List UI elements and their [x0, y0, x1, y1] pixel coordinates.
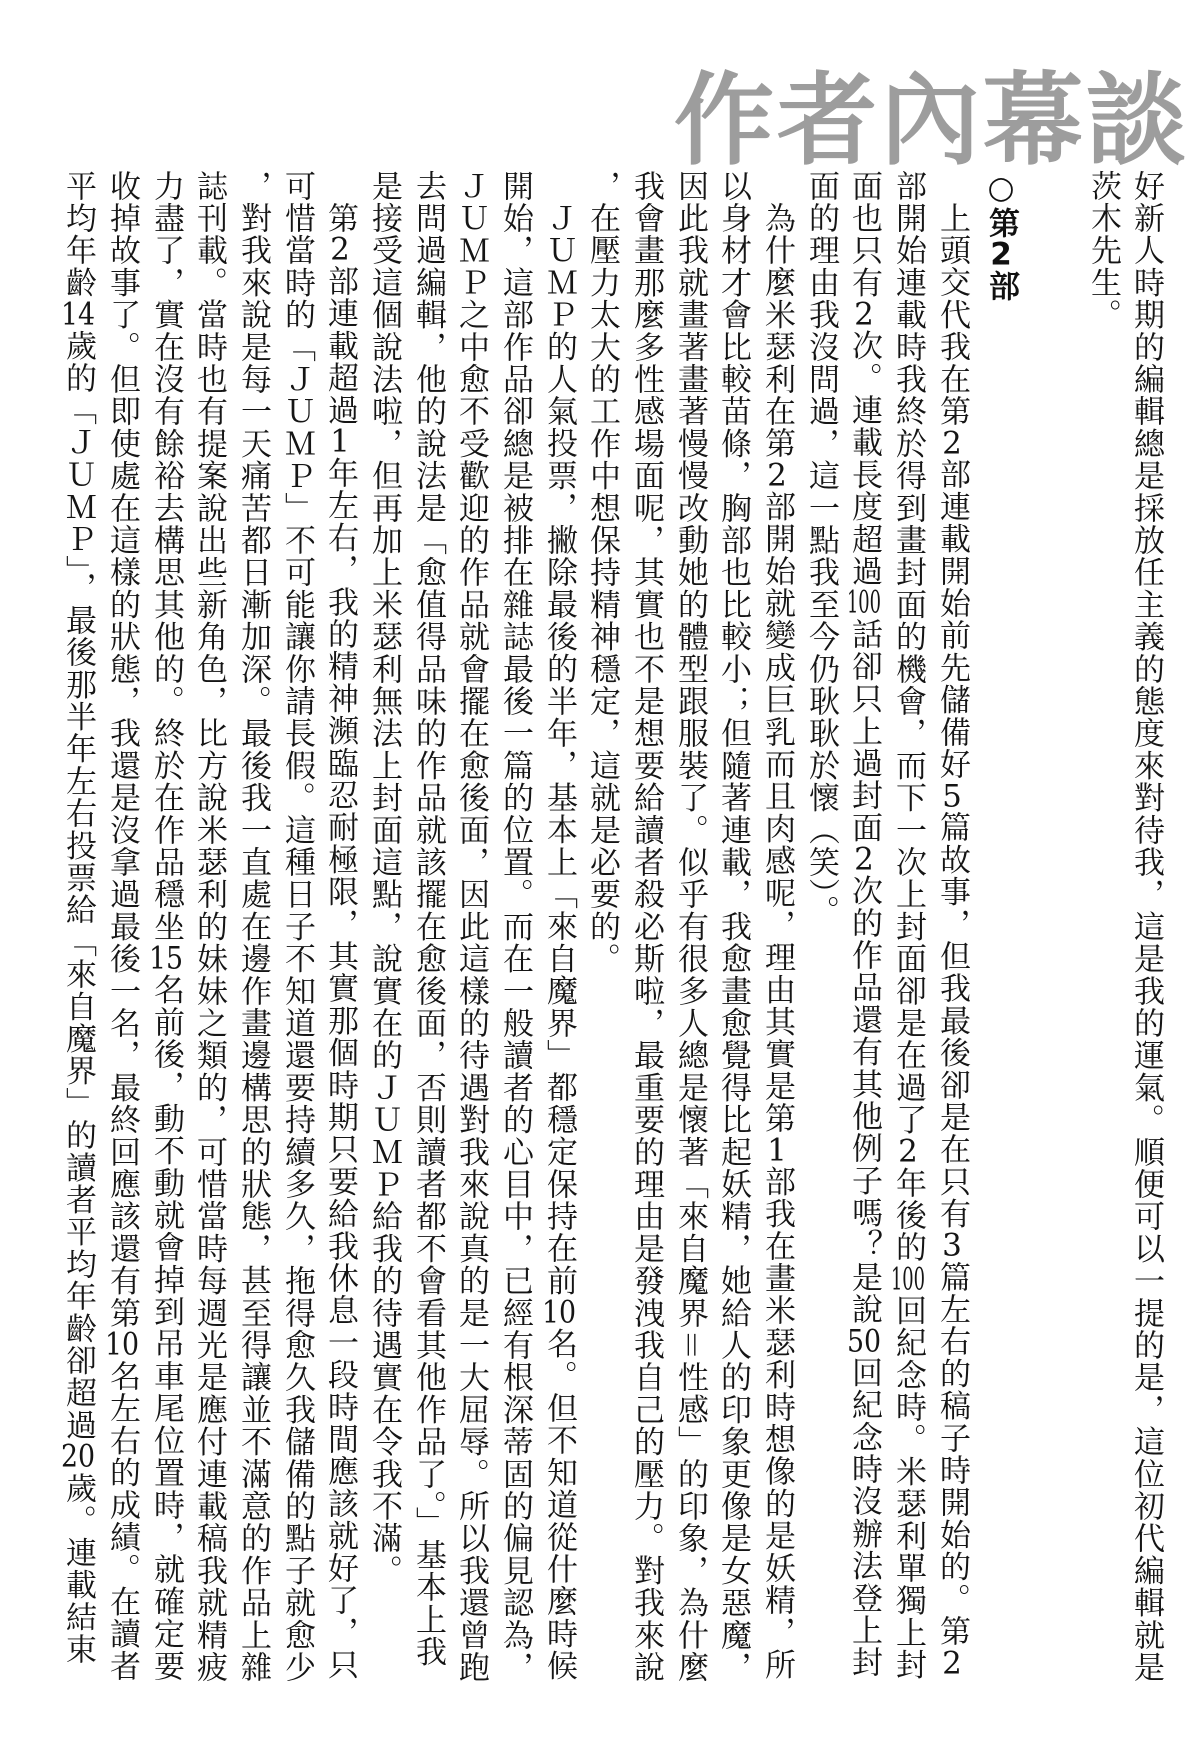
text-column: 我會畫那麼多性感場面呢，其實也不是想要給讀者殺必斯啦，最重要的理由是發洩我自己的壓力。對我來說 [628, 170, 664, 1684]
text-column: 茨木先生。 [1085, 170, 1121, 331]
text-column: 因此我就畫著畫著慢慢改動她的體型跟服裝了。似乎有很多人總是懷著「來自魔界＝性感」的印象，為什麼 [672, 170, 708, 1684]
text-column: 收掉故事了。但即使處在這樣的狀態，我還是沒拿過最後一名，最終回應該還有第10名左右的成績。在讀者 [104, 170, 140, 1683]
text-column: 以身材才會比較苗條，胸部也比較小；但隨著連載，我愈畫愈覺得比起妖精，她給人的印象更像是女惡魔， [715, 170, 751, 1684]
text-column: ＪＵＭＰ之中愈不受歡迎的作品就會擺在愈後面，因此這樣的待遇對我來說真的是一大屈辱。所以我還曾跑 [453, 170, 489, 1684]
text-column: 面也只有2次。連載長度超過100話卻只上過封面2次的作品還有其他例子嗎？是說50回紀念時沒辦法登上封 [846, 170, 882, 1679]
text-column: 部開始連載時我終於得到畫封面的機會，而下一次上封面卻是在過了2年後的100回紀念時。米瑟利單獨上封 [890, 170, 926, 1682]
text-column: 開始，這部作品卻總是被排在雜誌最後一篇的位置。而在一般讀者的心目中，已經有根深蒂固的偏見認為， [497, 170, 533, 1684]
text-column: ，對我來說是每一天痛苦都日漸加深。最後我一直處在邊作畫邊構思的狀態，甚至得讓並不滿意的作品上雜 [235, 170, 271, 1684]
text-column: 是接受這個說法啦，但再加上米瑟利無法上封面這點，說實在的ＪＵＭＰ給我的待遇實在令我不滿。 [366, 170, 402, 1587]
section-heading [983, 170, 1019, 303]
text-column: 面的理由我沒問過，這一點我至今仍耿耿於懷（笑）。 [803, 170, 839, 928]
text-column: 好新人時期的編輯總是採放任主義的態度來對待我，這是我的運氣。順便可以一提的是，這位初代編輯就是 [1128, 170, 1164, 1684]
text-column: 力盡了，實在沒有餘裕去構思其他的。終於在作品穩坐15名前後，動不動就會掉到吊車尾位置時，就確定要 [148, 170, 184, 1683]
text-column: 可惜當時的「ＪＵＭＰ」不可能讓你請長假。這種日子不知道還要持續多久，拖得愈久我儲備的點子就愈少 [279, 170, 315, 1684]
section-heading-text: 第2部 [983, 207, 1019, 303]
text-column: 去問過編輯，他的說法是「愈值得品味的作品就該擺在愈後面，否則讀者都不會看其他作品了。」基本上我 [410, 170, 446, 1668]
text-column: 為什麼米瑟利在第2部開始就變成巨乳而且肉感呢，理由其實是第1部我在畫米瑟利時想像的是妖精，所 [759, 202, 795, 1681]
text-column: ，在壓力太大的工作中想保持精神穩定，這就是必要的。 [584, 170, 620, 975]
text-column: 誌刊載。當時也有提案說出些新角色，比方說米瑟利的妹妹之類的，可惜當時每週光是應付連載稿我就精疲 [191, 170, 227, 1684]
text-column: 平均年齡14歲的「ＪＵＭＰ」，最後那半年左右投票給「來自魔界」的讀者平均年齡卻超過20歲。連載結束 [60, 170, 96, 1666]
page-title: 作者內幕談 [674, 61, 1189, 179]
text-column: 上頭交代我在第2部連載開始前先儲備好5篇故事，但我最後卻是在只有3篇左右的稿子時開始的。第2 [934, 202, 970, 1679]
text-column: 第2部連載超過1年左右，我的精神瀕臨忍耐極限，其實那個時期只要給我休息一段時間應該就好了，只 [322, 202, 358, 1681]
text-column: ＪＵＭＰ的人氣投票，撇除最後的半年，基本上「來自魔界」都穩定保持在前10名。但不知道從什麼時候 [541, 202, 577, 1683]
circle-bullet-icon: ○ [983, 170, 1019, 208]
